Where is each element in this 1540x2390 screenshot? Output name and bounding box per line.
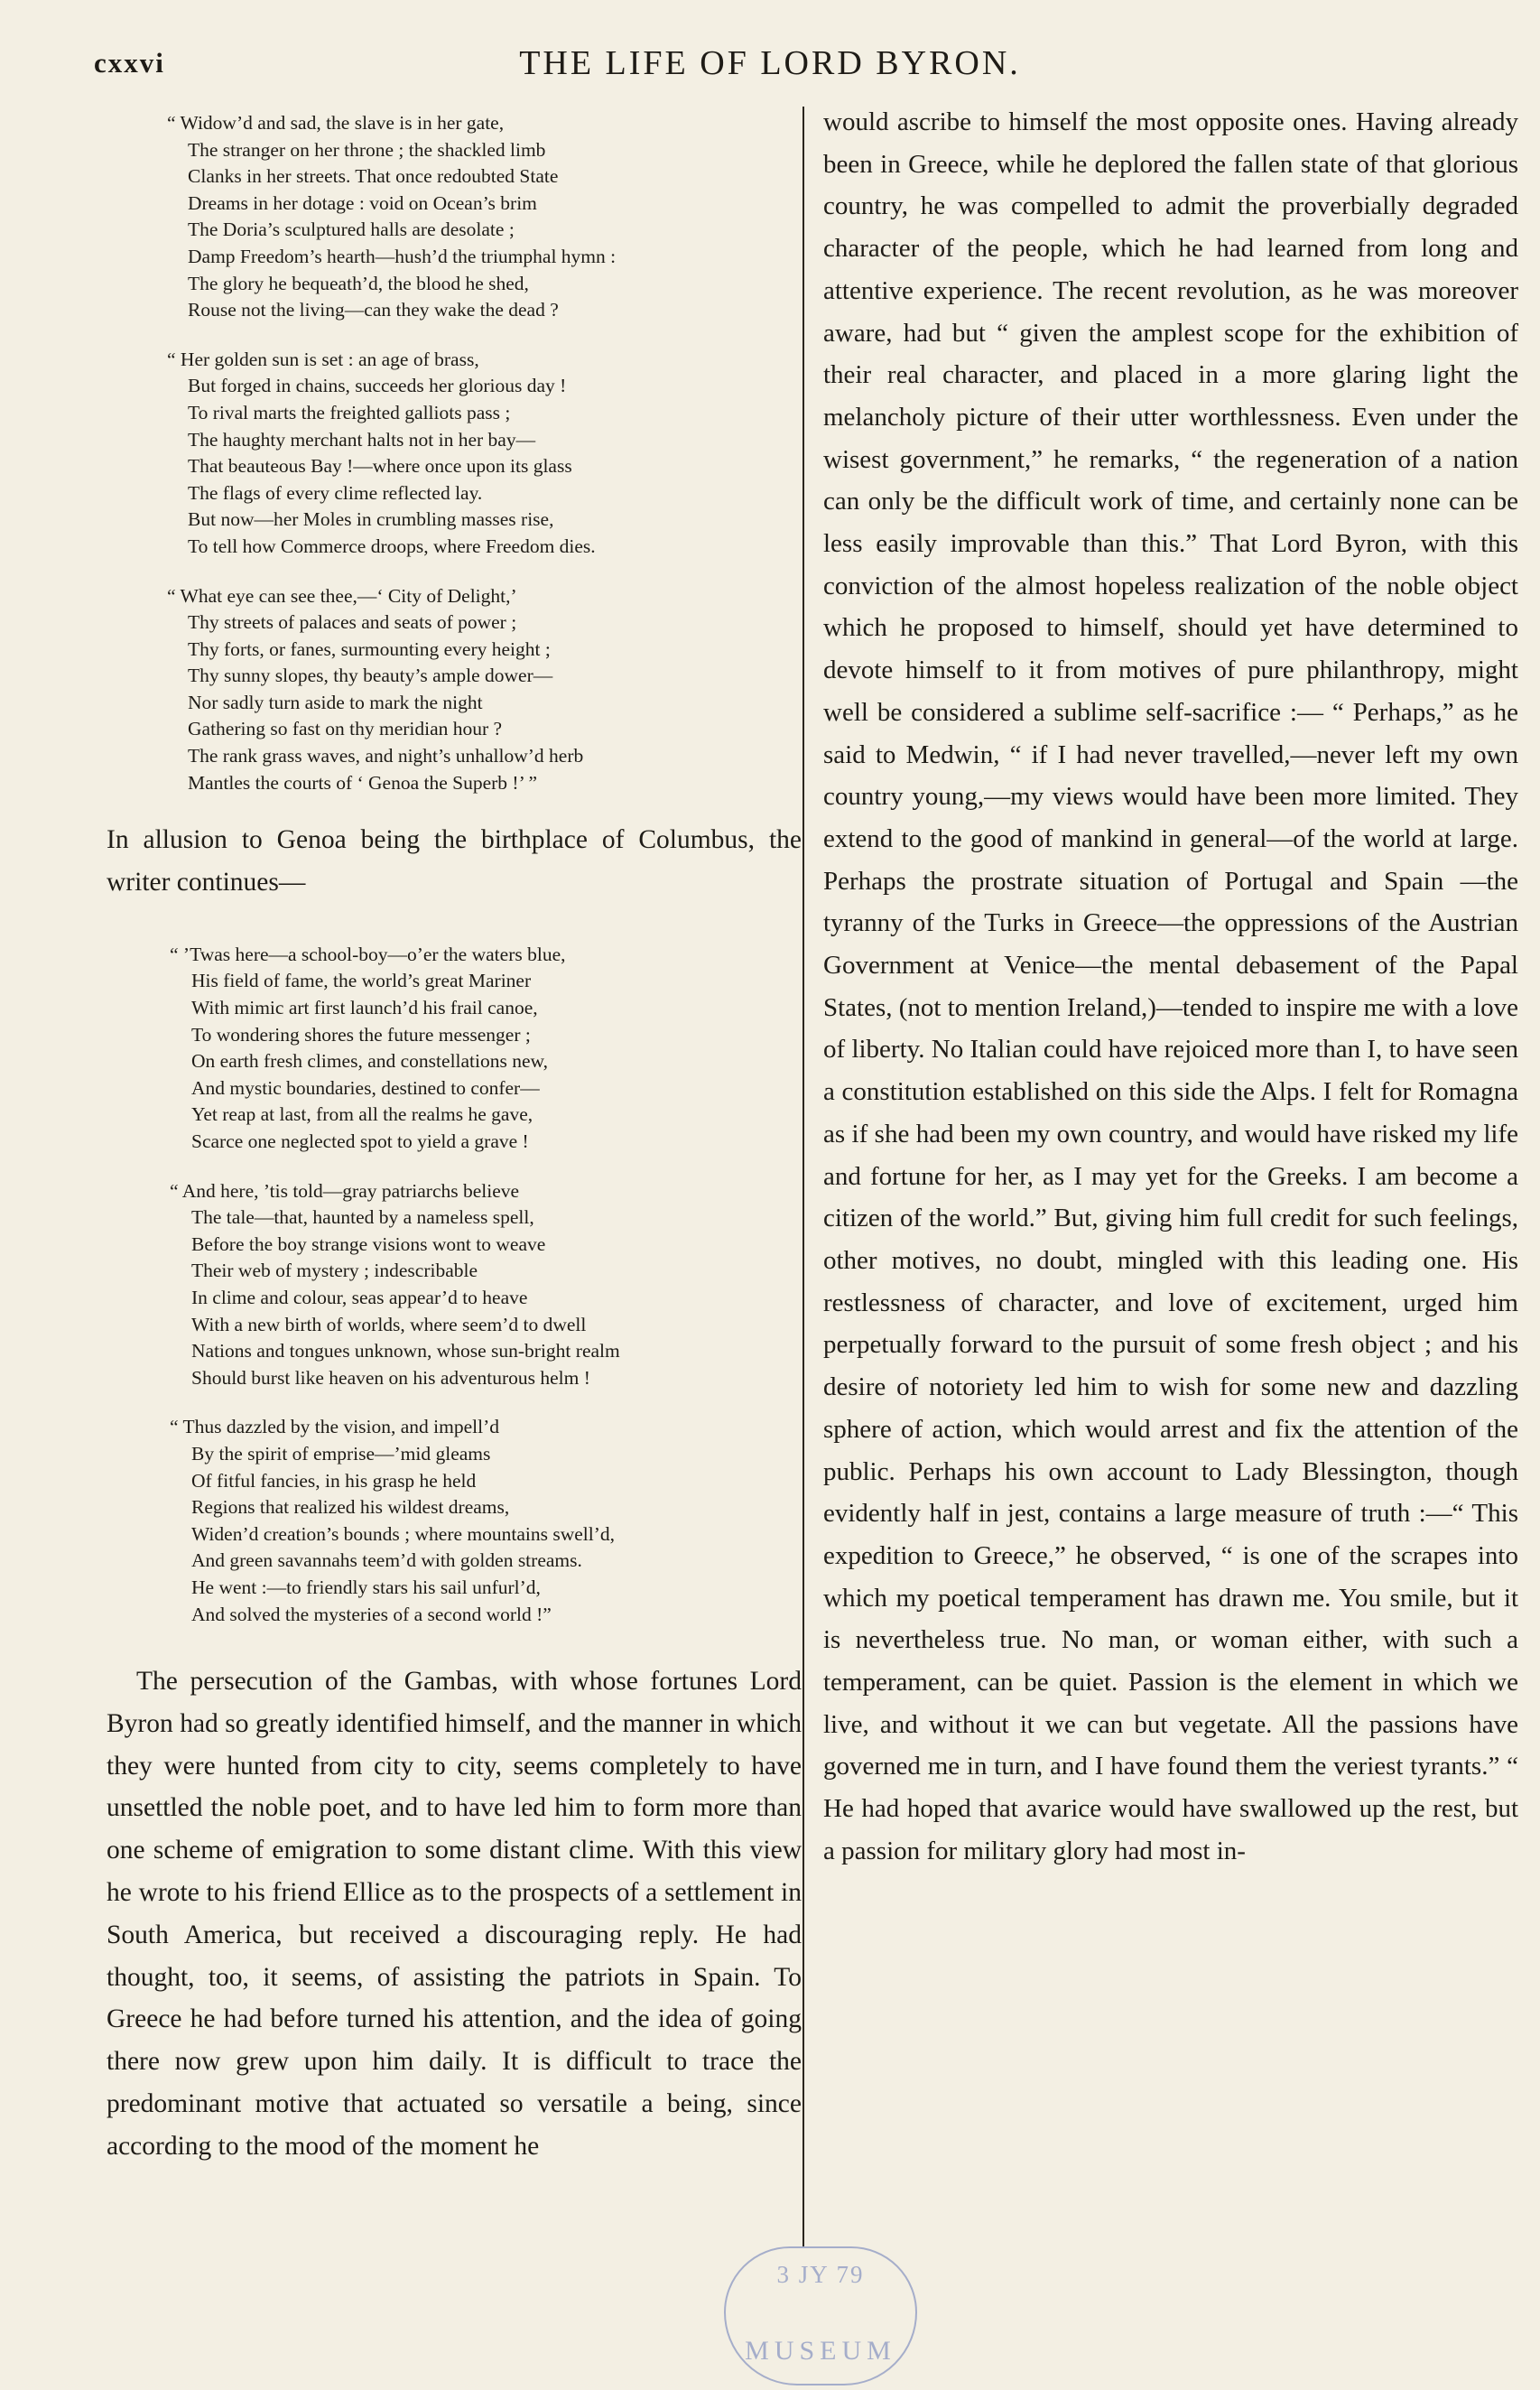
transition-text: In allusion to Genoa being the birthplace of Columbus, the writer continues—	[107, 825, 802, 897]
body-paragraph: The persecution of the Gambas, with whose fortunes Lord Byron had so greatly identified himself, and the manner in which they were hunted from city to city, seems completely to have unsettled the noble poet, and to have led him to form more than one scheme of emigration to some distant clime. With this view he wrote to his friend Ellice as to the prospects of a settlement in South America, but received a discouraging reply. He had thought, too, it seems, of assisting the patriots in Spain. To Greece he had before turned his attention, and the idea of going there now grew upon him daily. It is difficult to trace the predominant motive that actuated so versatile a being, since according to the mood of the moment he	[107, 1667, 802, 2161]
poem-line: Should burst like heaven on his adventurous helm !	[191, 1366, 590, 1389]
poem-line: Thy forts, or fanes, surmounting every height ;	[188, 637, 551, 660]
poem-line: The flags of every clime reflected lay.	[188, 481, 483, 504]
poem-line: Nations and tongues unknown, whose sun-bright realm	[191, 1340, 620, 1362]
poem-line: The glory he bequeath’d, the blood he shed,	[188, 272, 529, 294]
poem-stanza	[107, 1414, 802, 1628]
poem-line: Damp Freedom’s hearth—hush’d the triumphal hymn :	[188, 245, 617, 267]
poem-line: The haughty merchant halts not in her bay—	[188, 428, 536, 451]
poem-stanza	[107, 347, 802, 561]
poem-stanzas-bottom	[107, 942, 802, 1628]
poem-line: The stranger on her throne ; the shackled limb	[188, 138, 546, 161]
poem-line: His field of fame, the world’s great Mariner	[191, 970, 532, 992]
poem-stanza	[107, 110, 802, 324]
poem-line: On earth fresh climes, and constellations new,	[191, 1050, 549, 1073]
poem-line: Widen’d creation’s bounds ; where mountains swell’d,	[191, 1522, 616, 1545]
poem-line: Regions that realized his wildest dreams,	[191, 1496, 510, 1519]
museum-stamp	[724, 2246, 917, 2385]
poem-line: And mystic boundaries, destined to confer—	[191, 1076, 540, 1099]
poem-line: To tell how Commerce droops, where Freedom dies.	[188, 535, 596, 557]
running-head: THE LIFE OF LORD BYRON.	[519, 44, 1021, 82]
poem-line: To wondering shores the future messenger ;	[191, 1023, 531, 1046]
poem-line: Scarce one neglected spot to yield a grave !	[191, 1130, 529, 1152]
poem-line: And green savannahs teem’d with golden streams.	[191, 1549, 582, 1572]
right-column	[823, 101, 1518, 1873]
poem-line: He went :—to friendly stars his sail unfurl’d,	[191, 1576, 541, 1598]
poem-line: Their web of mystery ; indescribable	[191, 1260, 478, 1282]
poem-line: Gathering so fast on thy meridian hour ?	[188, 718, 503, 740]
poem-stanzas-top	[107, 110, 802, 796]
poem-line: “ What eye can see thee,—‘ City of Delight,’	[167, 584, 517, 607]
poem-line: Dreams in her dotage : void on Ocean’s brim	[188, 191, 537, 214]
poem-line: The tale—that, haunted by a nameless spell,	[191, 1206, 534, 1229]
poem-stanza	[107, 1178, 802, 1392]
poem-line: With mimic art first launch’d his frail canoe,	[191, 997, 538, 1019]
poem-line: Nor sadly turn aside to mark the night	[188, 691, 483, 713]
poem-line: “ Her golden sun is set : an age of brass,	[167, 348, 479, 370]
poem-line: “ ’Twas here—a school-boy—o’er the waters blue,	[170, 943, 566, 965]
poem-line: Thy sunny slopes, thy beauty’s ample dower—	[188, 665, 553, 687]
left-column	[107, 110, 802, 2168]
poem-line: Clanks in her streets. That once redoubted State	[188, 165, 559, 188]
poem-line: Yet reap at last, from all the realms he gave,	[191, 1103, 533, 1126]
poem-line: Before the boy strange visions wont to weave	[191, 1232, 546, 1255]
stamp-label: MUSEUM	[745, 2336, 896, 2366]
poem-line: Thy streets of palaces and seats of power ;	[188, 611, 517, 634]
poem-line: By the spirit of emprise—’mid gleams	[191, 1442, 491, 1465]
poem-line: But now—her Moles in crumbling masses rise,	[188, 508, 554, 531]
poem-line: Mantles the courts of ‘ Genoa the Superb !’ ”	[188, 771, 538, 794]
poem-stanza	[107, 583, 802, 797]
stamp-date: 3 JY 79	[776, 2261, 865, 2288]
poem-line: With a new birth of worlds, where seem’d to dwell	[191, 1313, 587, 1335]
poem-line: But forged in chains, succeeds her glorious day !	[188, 375, 567, 397]
poem-line: Of fitful fancies, in his grasp he held	[191, 1469, 477, 1492]
poem-line: To rival marts the freighted galliots pass ;	[188, 401, 511, 423]
poem-stanza	[107, 942, 802, 1156]
poem-line: And solved the mysteries of a second world !”	[191, 1603, 552, 1625]
body-paragraph-continued: would ascribe to himself the most opposite ones. Having already been in Greece, while he deplored the fallen state of that glorious country, he was compelled to admit the proverbially degraded character of the people, which he had learned from long and attentive experience. The recent revolution, as he was moreover aware, had but “ given the amplest scope for the exhibition of their real character, and placed in a more glaring light the melancholy picture of their utter worthlessness. Even under the wisest government,” he remarks, “ the regeneration of a nation can only be the difficult work of time, and certainly none can be less easily improvable than this.” That Lord Byron, with this conviction of the almost hopeless realization of the noble object which he proposed to himself, should yet have determined to devote himself to it from motives of pure philanthropy, might well be considered a sublime self-sacrifice :— “ Perhaps,” as he said to Medwin, “ if I had never travelled,—never left my own country young,—my views would have been more limited. They extend to the good of mankind in general—of the world at large. Perhaps the prostrate situation of Portugal and Spain —the tyranny of the Turks in Greece—the oppressions of the Austrian Government at Venice—the mental debasement of the Papal States, (not to mention Ireland,)—tended to inspire me with a love of liberty. No Italian could have rejoiced more than I, to have seen a constitution established on this side the Alps. I felt for Romagna as if she had been my own country, and would have risked my life and fortune for her, as I may yet for the Greeks. I am become a citizen of the world.” But, giving him full credit for such feelings, other motives, no doubt, mingled with this leading one. His restlessness of character, and love of excitement, urged him perpetually forward to the pursuit of some fresh object ; and his desire of notoriety led him to wish for some new and dazzling sphere of action, which would arrest and fix the attention of the public. Perhaps his own account to Lady Blessington, though evidently half in jest, contains a large measure of truth :—“ This expedition to Greece,” he observed, “ is one of the scrapes into which my poetical temperament has drawn me. You smile, but it is nevertheless true. No man, or woman either, with such a temperament, can be quiet. Passion is the element in which we live, and without it we can but vegetate. All the passions have governed me in turn, and I have found them the veriest tyrants.” “ He had hoped that avarice would have swallowed up the rest, but a passion for military glory had most in-	[823, 107, 1518, 1865]
poem-line: “ And here, ’tis told—gray patriarchs believe	[170, 1179, 520, 1202]
column-rule	[802, 107, 804, 2246]
poem-line: The rank grass waves, and night’s unhallow’d herb	[188, 745, 584, 767]
poem-line: The Doria’s sculptured halls are desolate ;	[188, 219, 515, 241]
poem-line: In clime and colour, seas appear’d to heave	[191, 1286, 528, 1308]
poem-line: Rouse not the living—can they wake the dead ?	[188, 299, 559, 321]
page-number: cxxvi	[94, 47, 165, 79]
poem-line: That beauteous Bay !—where once upon its glass	[188, 455, 572, 478]
poem-line: “ Widow’d and sad, the slave is in her gate,	[167, 112, 505, 134]
poem-line: “ Thus dazzled by the vision, and impell’d	[170, 1416, 500, 1438]
